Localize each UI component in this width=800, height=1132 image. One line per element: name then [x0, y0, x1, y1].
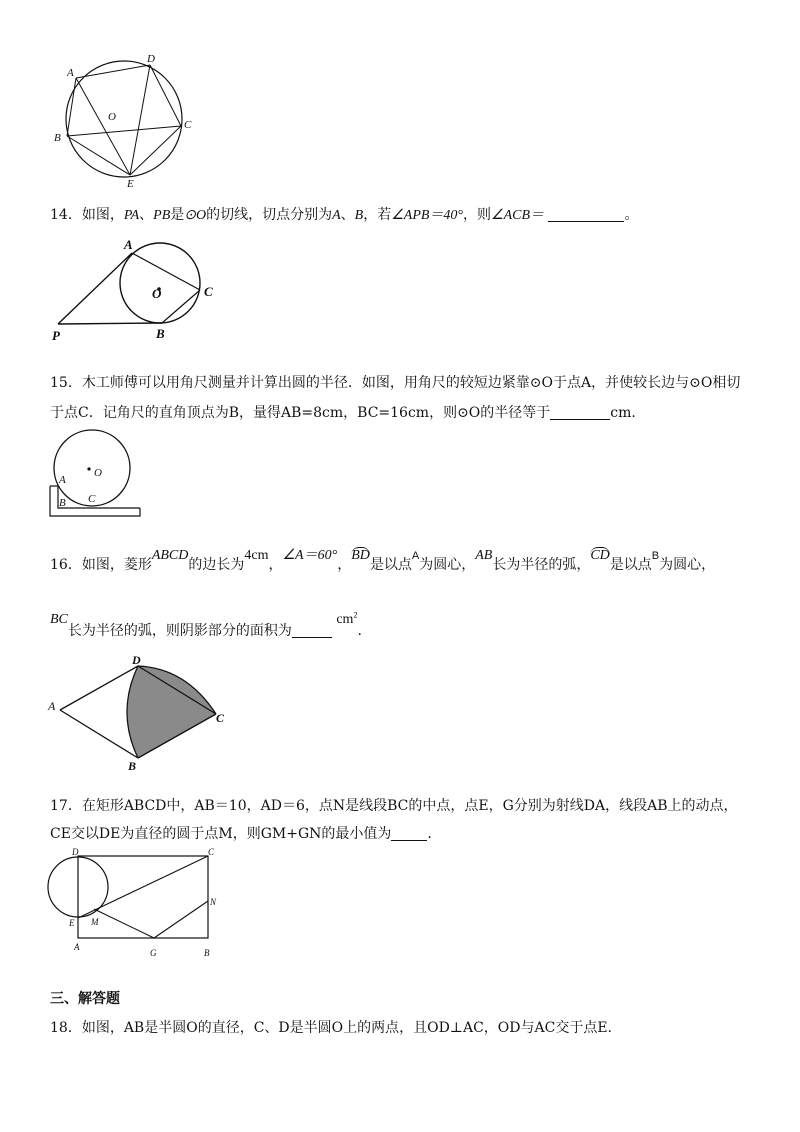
q15-unit: cm.: [610, 405, 636, 421]
q14-tangent-pb: [58, 323, 162, 324]
q16-t7: 长为半径的弧，: [492, 557, 591, 573]
q17-answer-blank[interactable]: [391, 826, 427, 841]
q17-label-a: A: [74, 942, 80, 952]
q16-bc: BC: [50, 612, 68, 627]
q14-number: 14．: [50, 207, 82, 223]
q15-line2-text: 于点C．记角尺的直角顶点为B，量得AB=8cm，BC=16cm，则⊙O的半径等于: [50, 405, 551, 421]
q15-line2: [50, 402, 636, 422]
q14-text-b: 是: [170, 207, 185, 223]
q13-label-e: E: [127, 178, 134, 190]
q17-segment-gn: [154, 901, 208, 938]
q13-segment-bc: [67, 126, 181, 136]
q17-line1: 17．在矩形ABCD中，AB＝10，AD＝6，点N是线段BC的中点，点E，G分别为射线DA，线段AB上的动点，: [50, 798, 738, 814]
q16-arc-bd: BD: [351, 548, 370, 563]
q14-pa: PA: [123, 208, 140, 223]
q16-figure: [46, 652, 236, 774]
q14-label-c: C: [204, 284, 213, 299]
q16-shaded-region: [127, 666, 216, 758]
q17-segment-ec: [78, 856, 208, 918]
q16-t10: 长为半径的弧，则阴影部分的面积为: [67, 623, 292, 639]
q13-segment-ad: [76, 65, 150, 78]
q14-sep: 、: [139, 207, 154, 223]
q14-label-a: A: [124, 237, 133, 252]
q14-text-d: 、: [340, 207, 355, 223]
q16-t5: 是以点: [369, 557, 412, 573]
q16-t1: 如图，菱形: [81, 557, 152, 573]
q14-answer-blank[interactable]: [548, 207, 624, 222]
q16-unit-sup: 2: [353, 610, 358, 620]
q17-label-m: M: [91, 917, 99, 927]
q18-text: 18．如图，AB是半圆O的直径，C、D是半圆O上的两点，且OD⊥AC，OD与AC交于点E.: [50, 1020, 612, 1036]
q14-chord-ac: [132, 253, 200, 290]
q14-chord-bc: [162, 290, 200, 323]
q17-label-b: B: [204, 948, 210, 958]
q13-label-o: O: [108, 111, 116, 123]
q15-line1: 15．木工师傅可以用角尺测量并计算出圆的半径．如图，用角尺的较短边紧靠⊙O于点A，并使较长边与⊙O相切: [50, 375, 741, 391]
q16-label-c: C: [216, 711, 225, 725]
q14-pb: PB: [153, 208, 171, 223]
q17-label-n: N: [210, 897, 217, 907]
q13-segment-dc: [150, 65, 181, 126]
q16-line1: [50, 548, 716, 574]
q16-side: 4cm: [244, 548, 269, 563]
q15-label-a: A: [59, 474, 66, 486]
q14-text-f: ，则: [463, 207, 492, 223]
q17-segment-mg: [94, 909, 154, 938]
q17-figure: [44, 846, 234, 964]
q17-label-d: D: [72, 847, 79, 857]
q13-label-a: A: [67, 67, 74, 79]
q16-label-b: B: [128, 759, 137, 773]
q15-label-c: C: [88, 493, 96, 505]
q16-t11: .: [357, 623, 362, 639]
q17-label-e: E: [69, 918, 75, 928]
q16-line2: [50, 610, 362, 640]
q13-label-c: C: [184, 119, 192, 131]
q13-segment-ab: [67, 78, 76, 136]
q14-label-p: P: [52, 328, 60, 343]
q17-label-c: C: [208, 847, 215, 857]
q14-text-a: 如图，: [81, 207, 124, 223]
q17-line2-text: CE交以DE为直径的圆于点M，则GM+GN的最小值为: [50, 826, 392, 842]
q14-label-b: B: [156, 326, 165, 341]
q16-pt-a: A: [411, 550, 420, 562]
q16-unit-text: cm: [336, 612, 354, 627]
q15-answer-blank[interactable]: [550, 405, 610, 420]
q14-text-end: 。: [624, 207, 639, 223]
section-heading: 三、解答题: [50, 991, 120, 1007]
q14-angle-acb: ∠ACB＝: [491, 208, 545, 223]
q15-figure: [46, 428, 146, 520]
q17-end: .: [427, 826, 432, 842]
q13-label-d: D: [147, 53, 155, 65]
q13-label-b: B: [54, 132, 61, 144]
q16-angle: ∠A＝60°: [282, 548, 338, 563]
q14-label-o: O: [152, 286, 162, 301]
q13-figure: [50, 48, 200, 193]
q16-arc-cd: CD: [590, 548, 610, 563]
q14-point-a: A: [332, 208, 341, 223]
q16-t3: ，: [268, 557, 283, 573]
q17-label-g: G: [150, 948, 157, 958]
q16-unit: [336, 612, 357, 627]
q17-line2: [50, 823, 432, 843]
q16-side-ad: [60, 666, 138, 710]
q14-text-e: ，若: [363, 207, 392, 223]
q15-label-o: O: [94, 467, 102, 479]
q16-abcd: ABCD: [151, 548, 189, 563]
q15-center-dot: [87, 467, 90, 470]
q16-side-ab: [60, 710, 138, 758]
q13-circle: [66, 61, 182, 177]
q13-segment-be: [67, 136, 130, 175]
q16-t8: 是以点: [609, 557, 652, 573]
q14-circle-o: ⊙O: [184, 208, 207, 223]
q14-angle-apb: ∠APB＝40°: [391, 208, 464, 223]
q14-text: [50, 204, 638, 224]
q16-label-a: A: [48, 699, 56, 713]
q14-figure: [48, 234, 233, 346]
q14-text-c: 的切线，切点分别为: [206, 207, 333, 223]
q16-t6: 为圆心，: [419, 557, 476, 573]
q16-ab: AB: [475, 548, 493, 563]
q16-number: 16．: [50, 557, 82, 573]
q16-t4: ，: [337, 557, 352, 573]
q14-point-b: B: [354, 208, 364, 223]
q16-answer-blank[interactable]: [292, 623, 332, 638]
q16-pt-b: B: [651, 550, 660, 562]
q16-t9: 为圆心，: [659, 557, 716, 573]
q15-label-b: B: [59, 497, 66, 509]
q16-label-d: D: [132, 653, 141, 667]
q16-t2: 的边长为: [188, 557, 245, 573]
